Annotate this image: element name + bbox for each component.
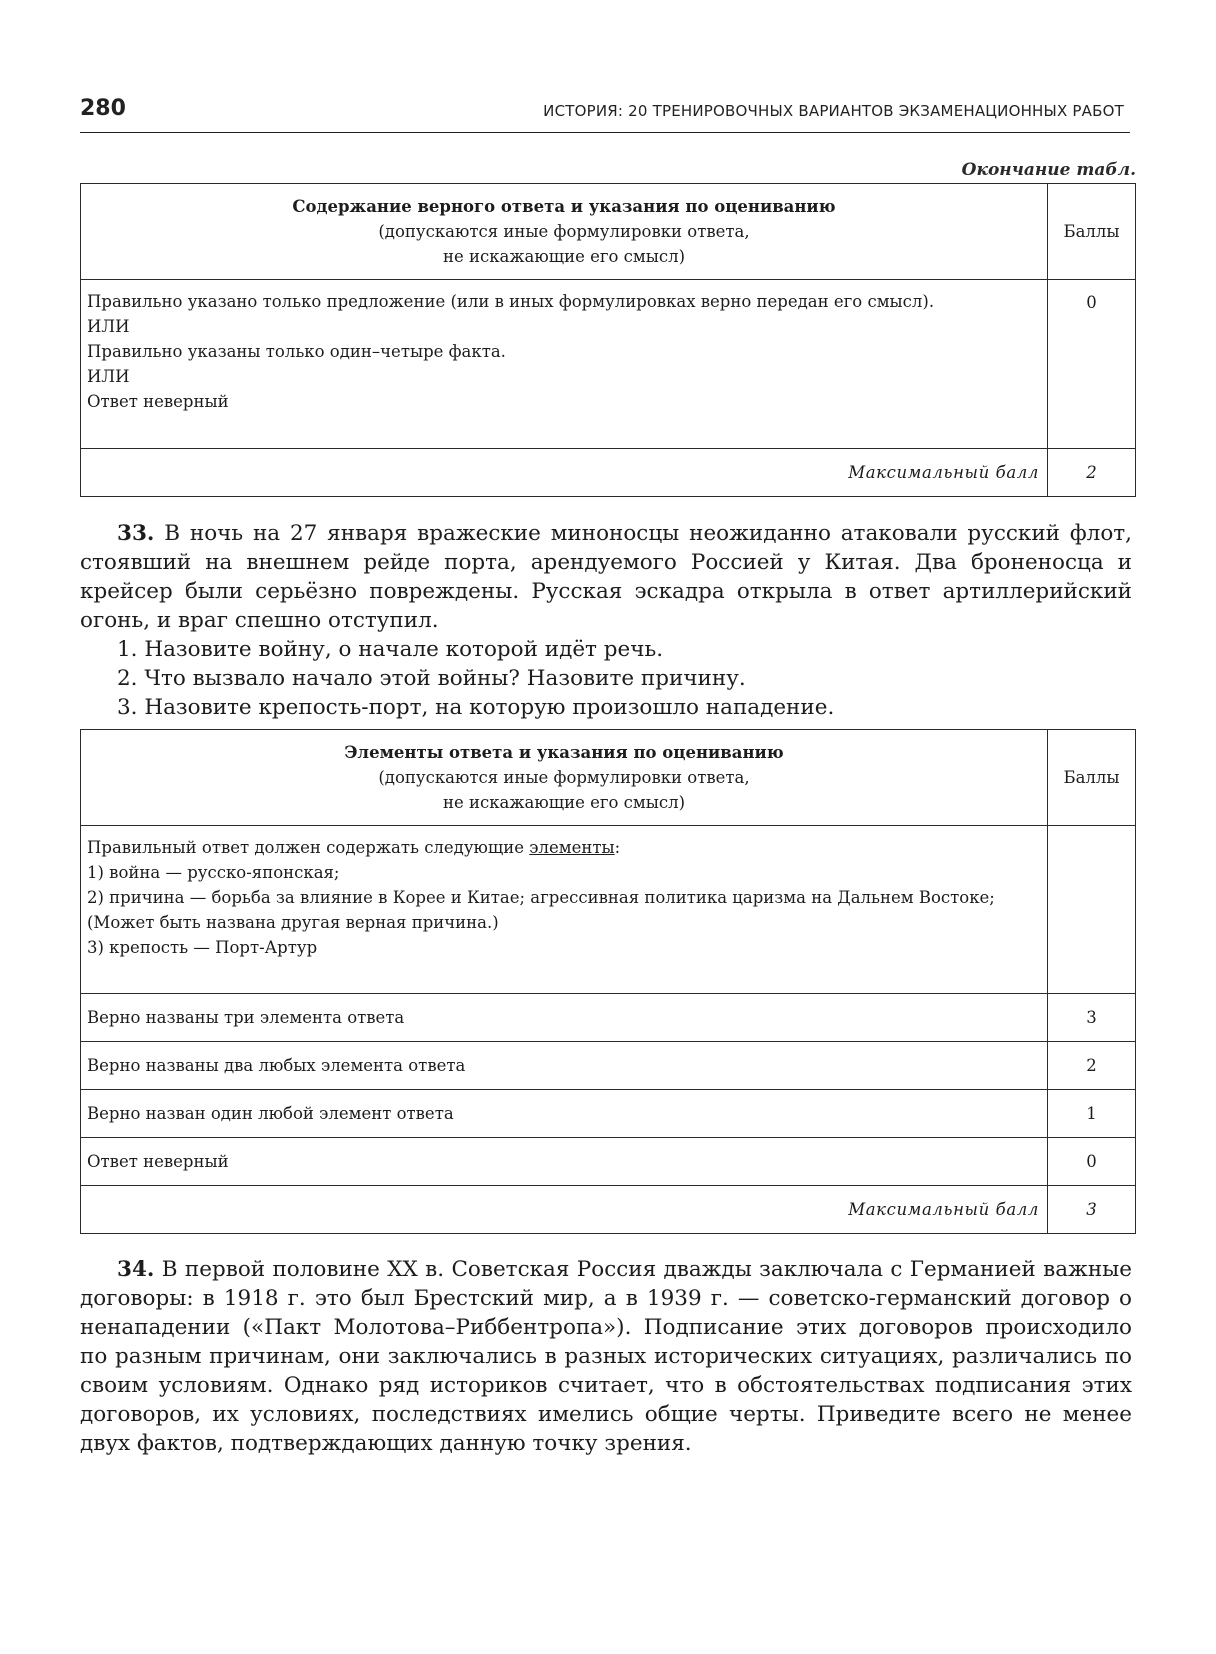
max-score-row [81, 449, 1136, 497]
table-row [81, 826, 1136, 994]
criteria-line: Правильно указано только предложение (или в иных формулировках верно передан его смысл). [87, 292, 935, 311]
elements-intro-suffix: : [614, 838, 621, 857]
criteria-cell: Ответ неверный [81, 1138, 1048, 1186]
table-row [81, 1090, 1136, 1138]
score-cell: 0 [1048, 280, 1136, 449]
element-line: 3) крепость — Порт-Артур [87, 938, 318, 957]
table-header-row [81, 730, 1136, 826]
task-33-body: В ночь на 27 января вражеские миноносцы неожиданно атаковали русский флот, стоявший на внешнем рейде порта, арендуемого Россией у Китая. Два броненосца и крейсер были серьёзно повреждены. Русская эскадра открыла в ответ артиллерийский огонь, и враг спешно отступил. [80, 521, 1133, 633]
score-cell: 1 [1048, 1090, 1136, 1138]
max-score-label: Максимальный балл [81, 1186, 1048, 1234]
criteria-line: ИЛИ [87, 317, 130, 336]
page-header [80, 96, 1130, 133]
task-34 [80, 1255, 1132, 1458]
max-score-label: Максимальный балл [81, 449, 1048, 497]
score-cell: 3 [1048, 994, 1136, 1042]
score-header: Баллы [1048, 184, 1136, 280]
criteria-header [81, 184, 1048, 280]
table-row [81, 1042, 1136, 1090]
task-34-body: В первой половине XX в. Советская Россия дважды заключала с Германией важные договоры: в 1918 г. это был Брестский мир, а в 1939 г. — советско-германский договор о ненападении («Пакт Молотова–Риббентропа»). Подписание этих договоров происходило по разным причинам, они заключались в разных исторических ситуациях, различались по своим условиям. Однако ряд историков считает, что в обстоятельствах подписания этих договоров, их условиях, последствиях имелись общие черты. Приведите всего не менее двух фактов, подтверждающих данную точку зрения. [80, 1257, 1132, 1456]
task-33 [80, 519, 1132, 722]
running-title: ИСТОРИЯ: 20 ТРЕНИРОВОЧНЫХ ВАРИАНТОВ ЭКЗАМЕНАЦИОННЫХ РАБОТ [543, 102, 1124, 120]
max-score-value: 3 [1048, 1186, 1136, 1234]
table-row [81, 1138, 1136, 1186]
criteria-line: Ответ неверный [87, 392, 229, 411]
table-caption: Окончание табл. [961, 160, 1136, 180]
table-row [81, 280, 1136, 449]
elements-intro-prefix: Правильный ответ должен содержать следующие [87, 838, 530, 857]
element-line: 2) причина — борьба за влияние в Корее и Китае; агрессивная политика царизма на Дальнем Востоке; [87, 888, 995, 907]
task-33-text [80, 519, 1132, 635]
scoring-table-32 [80, 183, 1136, 497]
table-row [81, 994, 1136, 1042]
criteria-header-title: Содержание верного ответа и указания по оцениванию [292, 197, 836, 216]
elements-header-title: Элементы ответа и указания по оцениванию [344, 743, 784, 762]
elements-header [81, 730, 1048, 826]
max-score-value: 2 [1048, 449, 1136, 497]
elements-cell [81, 826, 1048, 994]
criteria-cell: Верно назван один любой элемент ответа [81, 1090, 1048, 1138]
table-header-row [81, 184, 1136, 280]
question-item: 2. Что вызвало начало этой войны? Назовите причину. [117, 666, 746, 691]
score-cell [1048, 826, 1136, 994]
criteria-cell [81, 280, 1048, 449]
task-34-text [80, 1255, 1132, 1458]
task-33-number: 33. [117, 521, 155, 546]
elements-intro [87, 835, 1041, 860]
score-cell: 0 [1048, 1138, 1136, 1186]
score-cell: 2 [1048, 1042, 1136, 1090]
task-33-questions [80, 635, 1132, 722]
element-line: (Может быть названа другая верная причина.) [87, 913, 499, 932]
criteria-cell: Верно названы два любых элемента ответа [81, 1042, 1048, 1090]
criteria-line: ИЛИ [87, 367, 130, 386]
question-item: 3. Назовите крепость-порт, на которую произошло нападение. [117, 695, 835, 720]
page-number: 280 [80, 96, 126, 121]
element-line: 1) война — русско-японская; [87, 863, 340, 882]
elements-intro-underlined: элементы [529, 838, 615, 857]
criteria-cell: Верно названы три элемента ответа [81, 994, 1048, 1042]
max-score-row [81, 1186, 1136, 1234]
task-34-number: 34. [117, 1257, 155, 1282]
question-item: 1. Назовите войну, о начале которой идёт речь. [117, 637, 664, 662]
criteria-header-note: (допускаются иные формулировки ответа, [378, 222, 750, 241]
elements-header-note-2: не искажающие его смысл) [442, 793, 686, 812]
criteria-line: Правильно указаны только один–четыре факта. [87, 342, 506, 361]
criteria-header-note-2: не искажающие его смысл) [442, 247, 686, 266]
elements-header-note: (допускаются иные формулировки ответа, [378, 768, 750, 787]
scoring-table-33 [80, 729, 1136, 1234]
score-header: Баллы [1048, 730, 1136, 826]
